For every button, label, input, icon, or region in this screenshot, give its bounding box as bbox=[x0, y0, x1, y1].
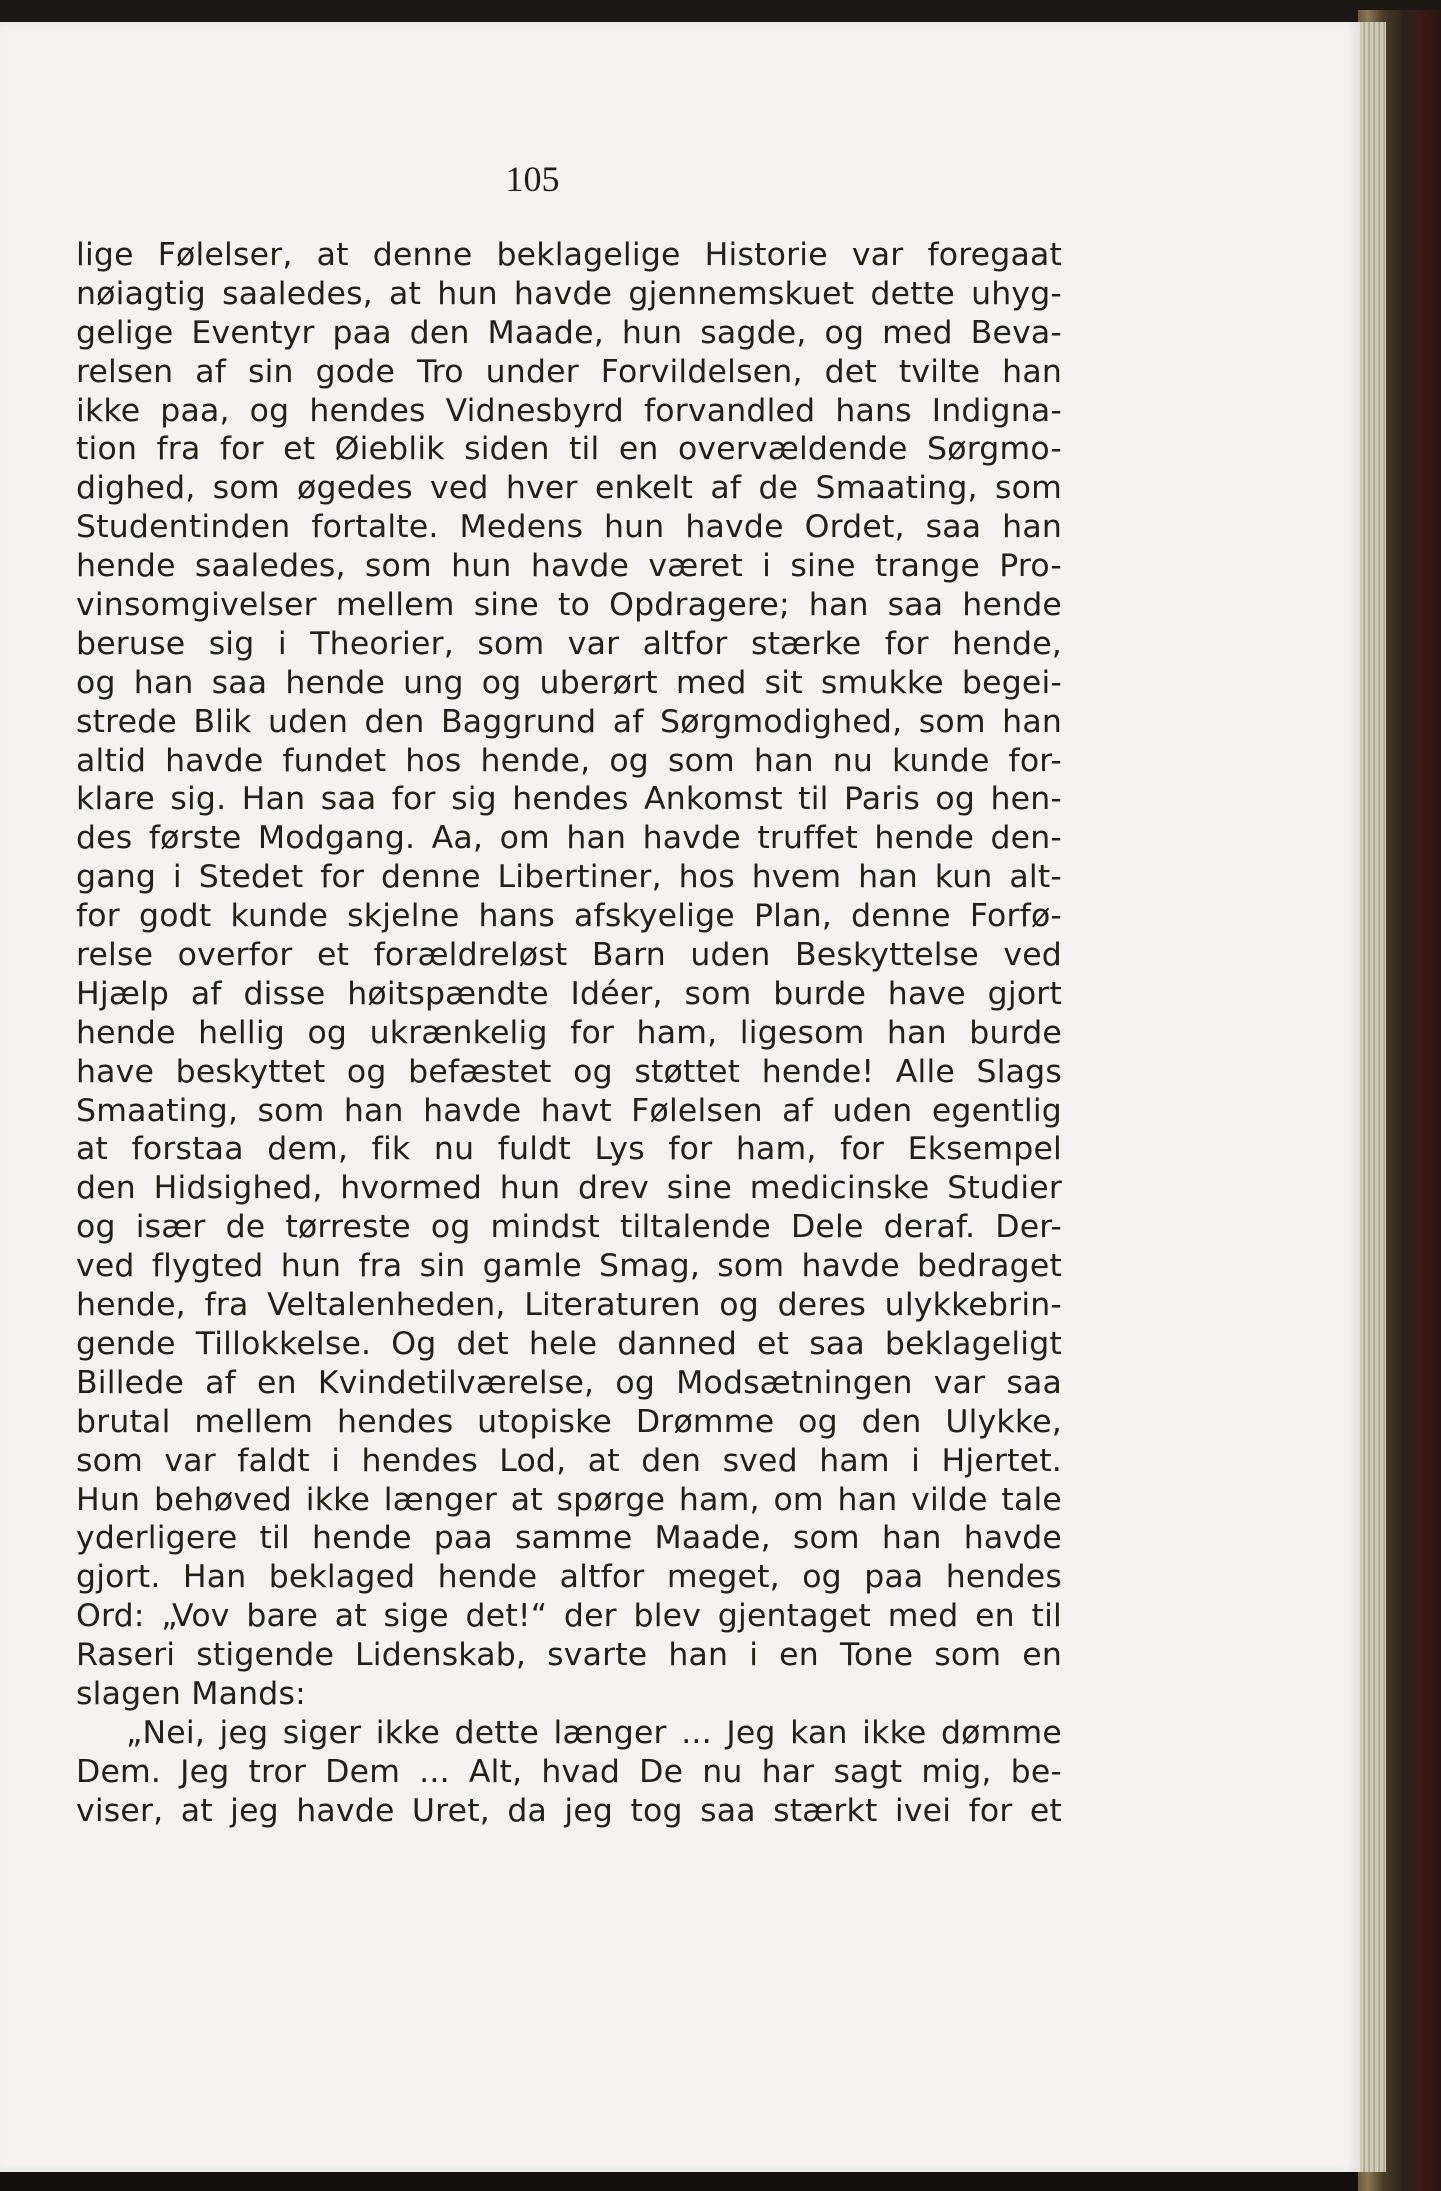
text-line: vinsomgivelser mellem sine to Opdragere; han saa hende bbox=[76, 587, 1062, 624]
text-line: og han saa hende ung og uberørt med sit smukke begei- bbox=[76, 664, 1062, 701]
text-line: hende saaledes, som hun havde været i sine trange Pro- bbox=[76, 548, 1062, 585]
text-line: Hjælp af disse høitspændte Idéer, som burde have gjort bbox=[76, 975, 1062, 1012]
text-line: som var faldt i hendes Lod, at den sved ham i Hjertet. bbox=[76, 1442, 1062, 1479]
page-stack-edge bbox=[1356, 22, 1386, 2172]
text-line: relsen af sin gode Tro under Forvildelsen, det tvilte han bbox=[76, 353, 1062, 390]
text-line: beruse sig i Theorier, som var altfor stærke for hende, bbox=[76, 625, 1062, 662]
text-line: for godt kunde skjelne hans afskyelige Plan, denne Forfø- bbox=[76, 898, 1062, 935]
text-line: gelige Eventyr paa den Maade, hun sagde, og med Beva- bbox=[76, 314, 1062, 351]
text-line: hende hellig og ukrænkelig for ham, ligesom han burde bbox=[76, 1014, 1062, 1051]
text-line: gende Tillokkelse. Og det hele danned et saa beklageligt bbox=[76, 1325, 1062, 1362]
text-line: gjort. Han beklaged hende altfor meget, og paa hendes bbox=[76, 1559, 1062, 1596]
text-line: Studentinden fortalte. Medens hun havde Ordet, saa han bbox=[76, 509, 1062, 546]
text-line: tion fra for et Øieblik siden til en overvældende Sørgmo- bbox=[76, 431, 1062, 468]
text-line: ved flygted hun fra sin gamle Smag, som havde bedraget bbox=[76, 1248, 1062, 1285]
text-line: at forstaa dem, fik nu fuldt Lys for ham, for Eksempel bbox=[76, 1131, 1062, 1168]
text-line: dighed, som øgedes ved hver enkelt af de Smaating, som bbox=[76, 470, 1062, 507]
text-line: viser, at jeg havde Uret, da jeg tog saa stærkt ivei for et bbox=[76, 1792, 1062, 1829]
text-line: nøiagtig saaledes, at hun havde gjennemskuet dette uhyg- bbox=[76, 275, 1062, 312]
text-line: Raseri stigende Lidenskab, svarte han i en Tone som en bbox=[76, 1637, 1062, 1674]
page-number: 105 bbox=[505, 159, 560, 199]
text-line: Dem. Jeg tror Dem ... Alt, hvad De nu har sagt mig, be- bbox=[76, 1753, 1062, 1790]
body-text bbox=[76, 236, 1062, 1831]
text-line: slagen Mands: bbox=[76, 1675, 306, 1712]
text-line: Ord: „Vov bare at sige det!“ der blev gjentaget med en til bbox=[76, 1598, 1062, 1635]
text-line: Hun behøved ikke længer at spørge ham, om han vilde tale bbox=[76, 1481, 1062, 1518]
text-line: brutal mellem hendes utopiske Drømme og den Ulykke, bbox=[76, 1403, 1062, 1440]
text-line: gang i Stedet for denne Libertiner, hos hvem han kun alt- bbox=[76, 859, 1062, 896]
text-line: relse overfor et forældreløst Barn uden Beskyttelse ved bbox=[76, 937, 1062, 974]
text-line: klare sig. Han saa for sig hendes Ankomst til Paris og hen- bbox=[76, 781, 1062, 818]
text-line: hende, fra Veltalenheden, Literaturen og deres ulykkebrin- bbox=[76, 1287, 1062, 1324]
text-line: Smaating, som han havde havt Følelsen af uden egentlig bbox=[76, 1092, 1062, 1129]
text-line: have beskyttet og befæstet og støttet hende! Alle Slags bbox=[76, 1053, 1062, 1090]
text-line: Billede af en Kvindetilværelse, og Modsætningen var saa bbox=[76, 1364, 1062, 1401]
text-line: des første Modgang. Aa, om han havde truffet hende den- bbox=[76, 820, 1062, 857]
text-line: yderligere til hende paa samme Maade, som han havde bbox=[76, 1520, 1062, 1557]
text-line: lige Følelser, at denne beklagelige Historie var foregaat bbox=[76, 237, 1062, 273]
text-line: altid havde fundet hos hende, og som han nu kunde for- bbox=[76, 742, 1062, 779]
text-line: ikke paa, og hendes Vidnesbyrd forvandled hans Indigna- bbox=[76, 392, 1062, 429]
text-line: og især de tørreste og mindst tiltalende Dele deraf. Der- bbox=[76, 1209, 1062, 1246]
text-line: strede Blik uden den Baggrund af Sørgmodighed, som han bbox=[76, 703, 1062, 740]
text-line: „Nei, jeg siger ikke dette længer ... Jeg kan ikke dømme bbox=[126, 1714, 1062, 1751]
text-line: den Hidsighed, hvormed hun drev sine medicinske Studier bbox=[76, 1170, 1062, 1207]
